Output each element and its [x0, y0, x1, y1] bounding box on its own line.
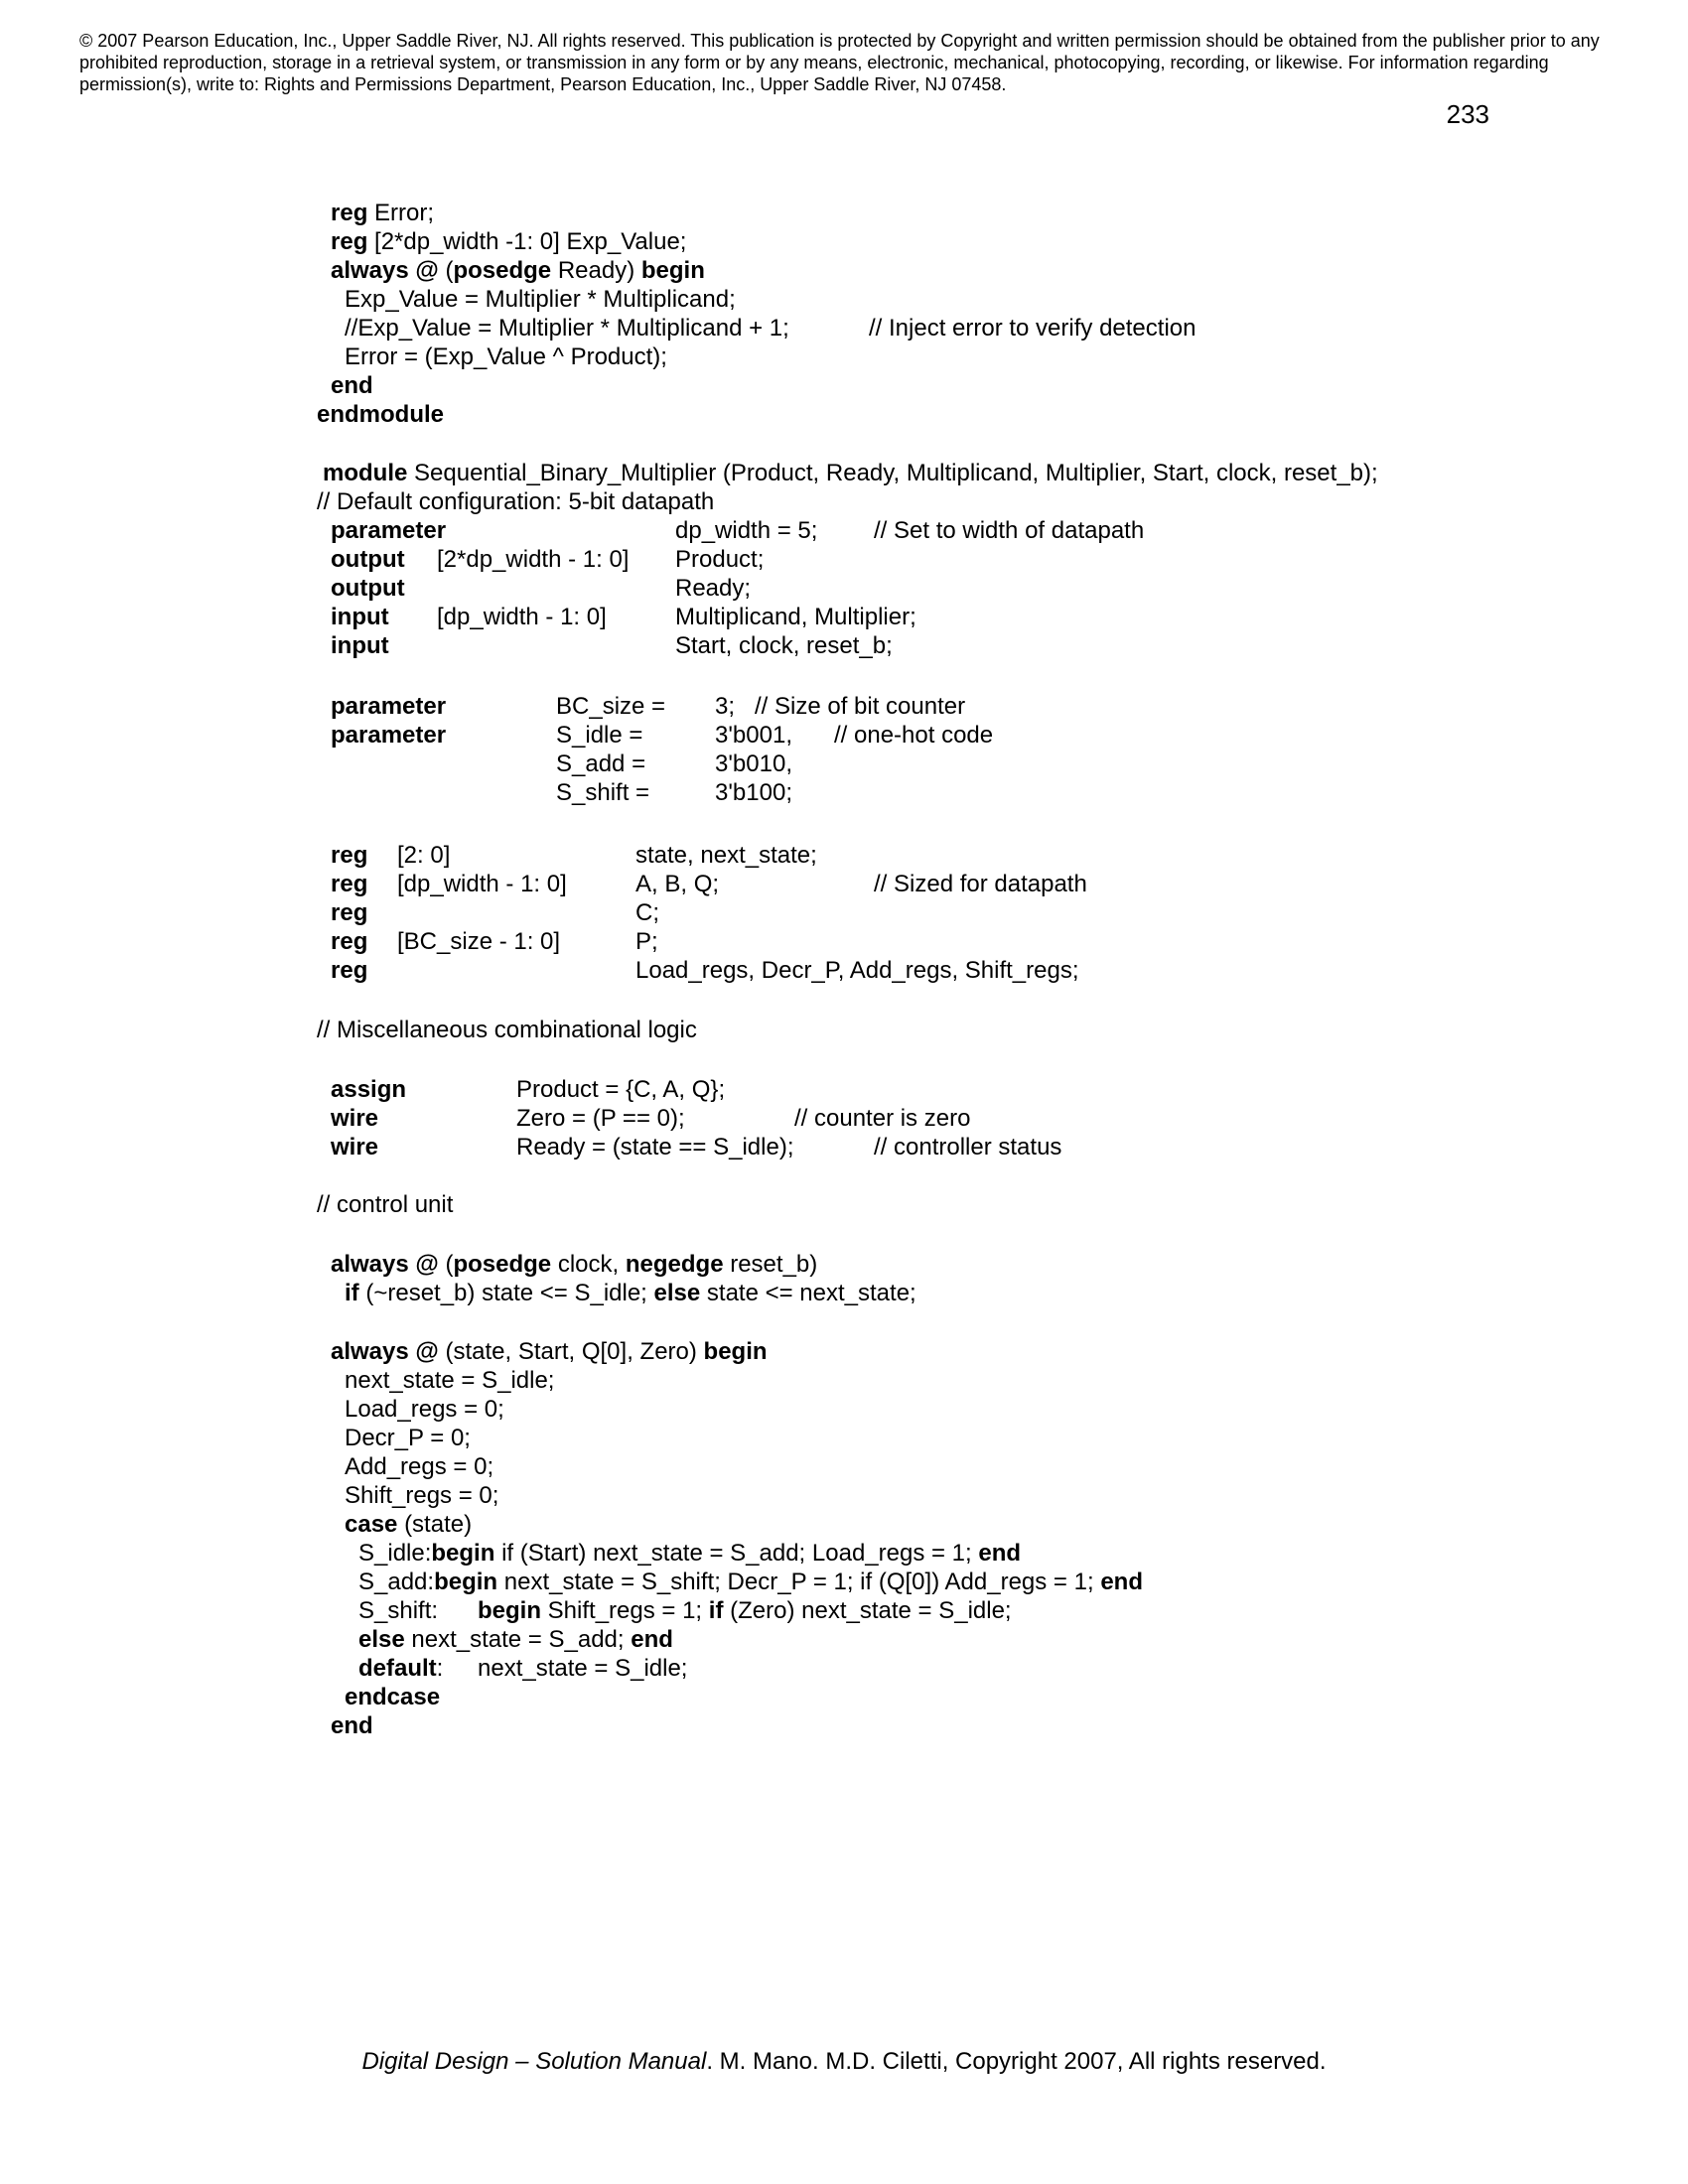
- code-keyword: input: [331, 632, 389, 659]
- code-line: Exp_Value = Multiplier * Multiplicand;: [345, 286, 736, 313]
- code-line: S_add:begin next_state = S_shift; Decr_P = 1; if (Q[0]) Add_regs = 1; end: [358, 1569, 1143, 1595]
- code-line: next_state = S_idle;: [345, 1367, 555, 1394]
- code-keyword: wire: [331, 1105, 379, 1132]
- code-comment: // one-hot code: [834, 722, 994, 749]
- code-line: S_shift:: [358, 1597, 439, 1624]
- code-value: Multiplicand, Multiplier;: [675, 604, 916, 630]
- code-keyword: parameter: [331, 722, 447, 749]
- code-line: //Exp_Value = Multiplier * Multiplicand + 1;: [345, 315, 789, 341]
- code-comment: // control unit: [317, 1191, 454, 1218]
- code-value: A, B, Q;: [635, 871, 720, 897]
- code-value: C;: [635, 899, 659, 926]
- code-range: [2*dp_width - 1: 0]: [437, 546, 630, 573]
- code-value: state, next_state;: [635, 842, 817, 869]
- footer-rest: . M. Mano. M.D. Ciletti, Copyright 2007, All rights reserved.: [706, 2048, 1327, 2075]
- code-value: 3'b010,: [715, 751, 792, 777]
- code-keyword: output: [331, 546, 405, 573]
- code-line: module Sequential_Binary_Multiplier (Product, Ready, Multiplicand, Multiplier, Start, clock, reset_b);: [323, 460, 1378, 486]
- code-line: always @ (posedge Ready) begin: [331, 257, 705, 284]
- code-value: Load_regs, Decr_P, Add_regs, Shift_regs;: [635, 957, 1079, 984]
- code-line: Shift_regs = 0;: [345, 1482, 499, 1509]
- code-keyword: input: [331, 604, 389, 630]
- code-line: Error = (Exp_Value ^ Product);: [345, 343, 667, 370]
- code-value: 3'b100;: [715, 779, 792, 806]
- code-line: if (~reset_b) state <= S_idle; else state <= next_state;: [345, 1280, 916, 1306]
- code-line: Add_regs = 0;: [345, 1453, 494, 1480]
- code-keyword: reg: [331, 957, 368, 984]
- code-value: Ready;: [675, 575, 752, 602]
- code-comment: // Default configuration: 5-bit datapath: [317, 488, 715, 515]
- code-keyword: reg: [331, 899, 368, 926]
- code-keyword: assign: [331, 1076, 407, 1103]
- code-comment: // controller status: [874, 1134, 1062, 1160]
- code-line: default:: [358, 1655, 444, 1682]
- code-comment: // Miscellaneous combinational logic: [317, 1017, 697, 1043]
- code-line: else next_state = S_add; end: [358, 1626, 673, 1653]
- copyright-notice: © 2007 Pearson Education, Inc., Upper Saddle River, NJ. All rights reserved. This publication is protected by Copyright and written permission should be obtained from the publisher prior to any prohibited reproduction, storage in a retrieval system, or transmission in any form or by any means, electronic, mechanical, photocopying, recording, or likewise. For information regarding permission(s), write to: Rights and Permissions Department, Pearson Education, Inc., Upper Saddle River, NJ 07458.: [79, 31, 1600, 94]
- code-line: case (state): [345, 1511, 473, 1538]
- code-line: always @ (posedge clock, negedge reset_b): [331, 1251, 818, 1278]
- code-range: [dp_width - 1: 0]: [437, 604, 607, 630]
- code-name: S_add =: [556, 751, 646, 777]
- code-keyword: parameter: [331, 517, 447, 544]
- code-line: Decr_P = 0;: [345, 1425, 471, 1451]
- code-value: Zero = (P == 0);: [516, 1105, 685, 1132]
- code-value: dp_width = 5;: [675, 517, 818, 544]
- code-line: endcase: [345, 1684, 441, 1710]
- code-name: BC_size =: [556, 693, 666, 720]
- code-value: Product;: [675, 546, 765, 573]
- code-value: 3'b001,: [715, 722, 792, 749]
- code-value: 3;: [715, 693, 736, 720]
- code-value: Ready = (state == S_idle);: [516, 1134, 794, 1160]
- code-range: [2: 0]: [397, 842, 451, 869]
- code-name: S_shift =: [556, 779, 650, 806]
- code-line: Load_regs = 0;: [345, 1396, 504, 1423]
- code-value: P;: [635, 928, 658, 955]
- code-comment: // Set to width of datapath: [874, 517, 1145, 544]
- code-keyword: parameter: [331, 693, 447, 720]
- code-keyword: reg: [331, 928, 368, 955]
- code-comment: // Size of bit counter: [755, 693, 966, 720]
- code-line: end: [331, 372, 373, 399]
- code-name: S_idle =: [556, 722, 643, 749]
- footer-citation: [0, 2047, 1688, 2077]
- code-comment: // Sized for datapath: [874, 871, 1087, 897]
- code-line: end: [331, 1712, 373, 1739]
- code-keyword: output: [331, 575, 405, 602]
- code-line: always @ (state, Start, Q[0], Zero) begin: [331, 1338, 768, 1365]
- code-comment: // Inject error to verify detection: [869, 315, 1196, 341]
- code-keyword: wire: [331, 1134, 379, 1160]
- code-line: begin Shift_regs = 1; if (Zero) next_state = S_idle;: [478, 1597, 1012, 1624]
- code-line: next_state = S_idle;: [478, 1655, 688, 1682]
- code-line: S_idle:begin if (Start) next_state = S_add; Load_regs = 1; end: [358, 1540, 1022, 1567]
- code-line: reg Error;: [331, 200, 435, 226]
- code-line: reg [2*dp_width -1: 0] Exp_Value;: [331, 228, 687, 255]
- page-number: 233: [1446, 99, 1489, 129]
- code-value: Start, clock, reset_b;: [675, 632, 893, 659]
- footer-title: Digital Design – Solution Manual: [361, 2048, 707, 2075]
- code-keyword: reg: [331, 842, 368, 869]
- code-line: endmodule: [317, 401, 445, 428]
- code-comment: // counter is zero: [794, 1105, 971, 1132]
- code-range: [BC_size - 1: 0]: [397, 928, 561, 955]
- code-value: Product = {C, A, Q};: [516, 1076, 726, 1103]
- code-keyword: reg: [331, 871, 368, 897]
- code-range: [dp_width - 1: 0]: [397, 871, 567, 897]
